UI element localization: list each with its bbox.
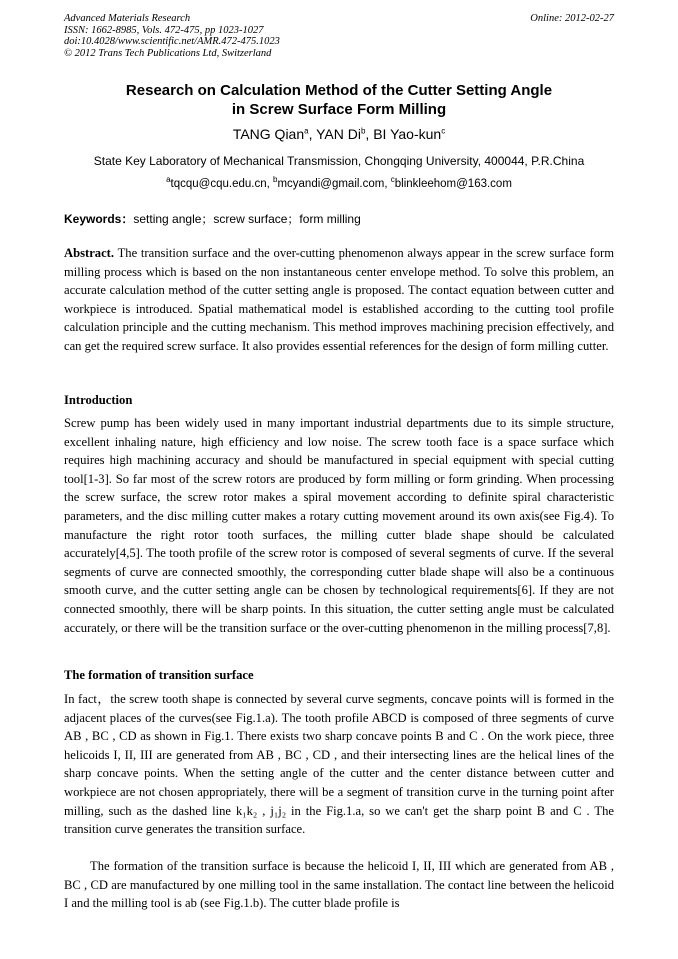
author-name: TANG Qian — [232, 126, 305, 142]
abstract-text: The transition surface and the over-cutting phenomenon always appear in the screw surface form milling process which is based on the non instantaneous center envelope method. To solve this problem, an accurate calculation method of the cutter setting angle is proposed. The contact equation between cutter and workpiece is introduced. Spatial mathematical model is established according to the cutting tool profile calculation principle and the cutting mechanism. This method improves machining precision effectively, and can get the required screw surface. It also provides essential references for the design of form milling cutter. — [64, 246, 614, 353]
email-superscript: c — [390, 175, 395, 185]
author-name: YAN Di — [316, 126, 361, 142]
keywords-line — [64, 210, 361, 227]
author-list — [64, 126, 614, 142]
email-address: blinkleehom@163.com — [394, 178, 512, 190]
keywords-label: Keywords： — [64, 212, 134, 226]
author-superscript: c — [441, 126, 446, 136]
journal-header — [64, 13, 280, 59]
formation-paragraph-1: In fact，the screw tooth shape is connected by several curve segments, concave points will is formed in the adjacent places of the curves(see Fig.1.a). The tooth profile ABCD is composed of three segments of curve AB , BC , CD as shown in Fig.1. There exists two sharp concave points B and C . On the work piece, three helicoids I, II, III are generated from AB , BC , CD , and their intersecting lines are the helical lines of the sharp concave points. When the setting angle of the cutter and the center distance between cutter and workpiece are not chosen appropriately, there will be a segment of transition curve in the turning point after milling, such as the dashed line k₁k₂ , j₁j₂ in the Fig.1.a, so we can't get the sharp point B and C . The transition curve generates the transition surface. — [64, 692, 614, 837]
author-name: BI Yao-kun — [373, 126, 442, 142]
copyright-line: © 2012 Trans Tech Publications Ltd, Switzerland — [64, 47, 272, 59]
paper-title — [64, 81, 614, 119]
email-address: tqcqu@cqu.edu.cn — [170, 178, 267, 190]
author-separator: , — [365, 126, 374, 142]
title-line-1: Research on Calculation Method of the Cutter Setting Angle — [125, 82, 553, 99]
abstract-label: Abstract. — [64, 246, 115, 260]
introduction-heading: Introduction — [64, 393, 133, 407]
abstract-paragraph — [64, 244, 614, 356]
email-superscript: b — [273, 175, 278, 185]
journal-name: Advanced Materials Research — [64, 13, 191, 24]
author-separator: , — [308, 126, 317, 142]
introduction-paragraph: Screw pump has been widely used in many important industrial departments due to its simple structure, excellent inhaling nature, high efficiency and low noise. The screw tooth face is a space surface which requires high machining accuracy and should be manufactured in special equipment with special cutting tool[1-3]. So far most of the screw rotors are produced by form milling or form grinding. When processing the screw surface, the screw rotor makes a spiral movement according to definite spiral characteristic parameters, and the disc milling cutter makes a rotary cutting movement around its own axis(see Fig.4). To manufacture the right rotor tooth surfaces, the milling cutter blade shape should be calculated accurately[4,5]. The tooth profile of the screw rotor is composed of several segments of curve. If the several segments of curve are connected smoothly, the corresponding cutter blade shape will also be a continuous smooth curve, and the cutter setting angle can be chosen by technological requirements[6]. If they are not connected smoothly, there will be sharp points. In this situation, the cutter setting angle must be calculated accurately, or there will be the transition surface or the over-cutting phenomenon in the milling process[7,8]. — [64, 416, 614, 635]
keywords-text: setting angle；screw surface；form milling — [133, 212, 361, 226]
author-superscript: a — [304, 126, 309, 136]
email-address: mcyandi@gmail.com — [277, 178, 385, 190]
online-date: Online: 2012-02-27 — [530, 13, 614, 24]
formation-heading: The formation of transition surface — [64, 668, 254, 682]
formation-paragraph-2: The formation of the transition surface is because the helicoid I, II, III which are generated from AB , BC , CD are manufactured by one milling tool in the same installation. The contact line between the helicoid I and the milling tool is ab (see Fig.1.b). The cutter blade profile is — [64, 859, 614, 911]
email-list: $^a$tqcqu@cqu.edu.cn, $^b$mcyandi@gmail.com, $^c$blinkleehom@163.com — [166, 175, 512, 190]
author-superscript: b — [360, 126, 366, 136]
doi-line: doi:10.4028/www.scientific.net/AMR.472-475.1023 — [64, 36, 280, 47]
title-line-2: in Screw Surface Form Milling — [231, 101, 447, 118]
email-superscript: a — [166, 175, 171, 185]
issn-line: ISSN: 1662-8985, Vols. 472-475, pp 1023-1027 — [64, 24, 264, 36]
affiliation: State Key Laboratory of Mechanical Transmission, Chongqing University, 400044, P.R.China — [93, 154, 585, 168]
